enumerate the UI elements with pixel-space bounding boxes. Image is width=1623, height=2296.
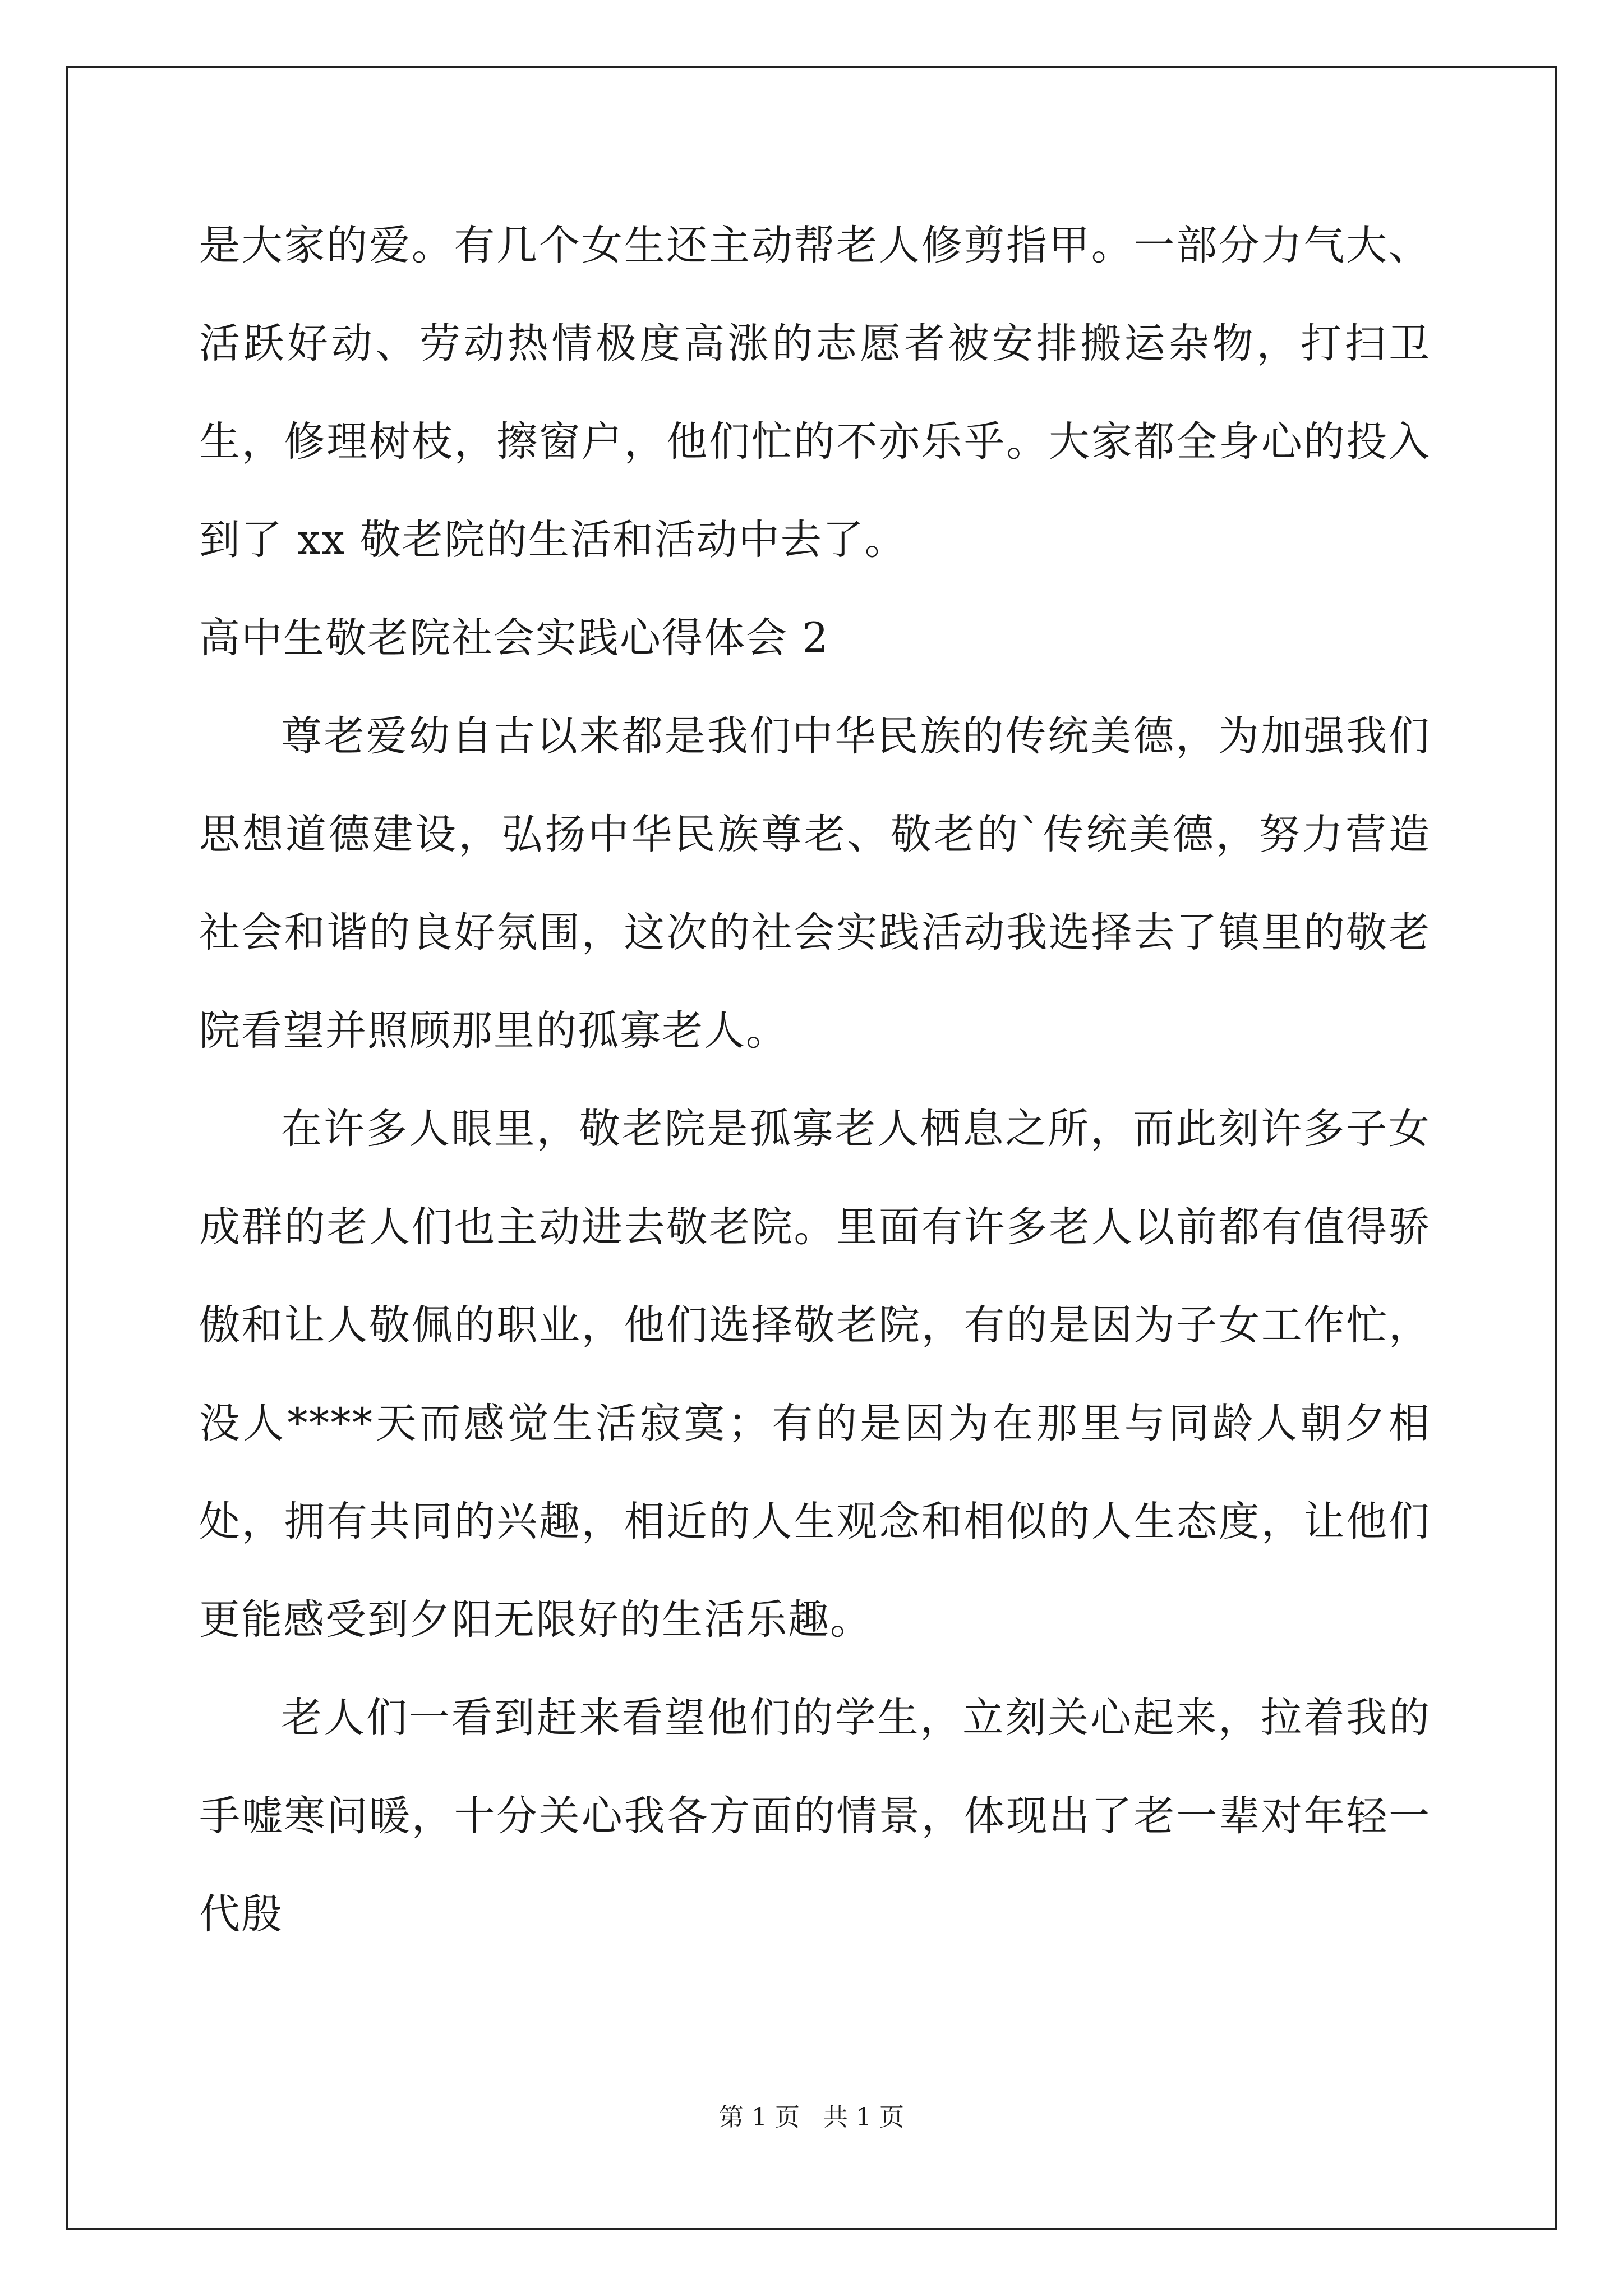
paragraph-1: 尊老爱幼自古以来都是我们中华民族的传统美德，为加强我们思想道德建设，弘扬中华民族尊老、敬老的`传统美德，努力营造社会和谐的良好氛围，这次的社会实践活动我选择去了镇里的敬老院看望并照顾那里的孤寡老人。 xyxy=(199,712,1431,1055)
paragraph-3: 老人们一看到赶来看望他们的学生，立刻关心起来，拉着我的手嘘寒问暖，十分关心我各方面的情景，体现出了老一辈对年轻一代殷 xyxy=(199,1694,1431,1938)
page-number: 第 1 页 xyxy=(719,2103,800,2132)
page-footer xyxy=(0,2101,1623,2134)
section-title: 高中生敬老院社会实践心得体会 2 xyxy=(199,614,829,662)
paragraph-2: 在许多人眼里，敬老院是孤寡老人栖息之所，而此刻许多子女成群的老人们也主动进去敬老院。里面有许多老人以前都有值得骄傲和让人敬佩的职业，他们选择敬老院，有的是因为子女工作忙，没人****天而感觉生活寂寞；有的是因为在那里与同龄人朝夕相处，拥有共同的兴趣，相近的人生观念和相似的人生态度，让他们更能感受到夕阳无限好的生活乐趣。 xyxy=(199,1105,1431,1644)
paragraph-continued: 是大家的爱。有几个女生还主动帮老人修剪指甲。一部分力气大、活跃好动、劳动热情极度高涨的志愿者被安排搬运杂物，打扫卫生，修理树枝，擦窗户，他们忙的不亦乐乎。大家都全身心的投入到了 xx 敬老院的生活和活动中去了。 xyxy=(199,222,1431,564)
page-total: 共 1 页 xyxy=(823,2103,904,2132)
document-body xyxy=(199,196,1431,1963)
